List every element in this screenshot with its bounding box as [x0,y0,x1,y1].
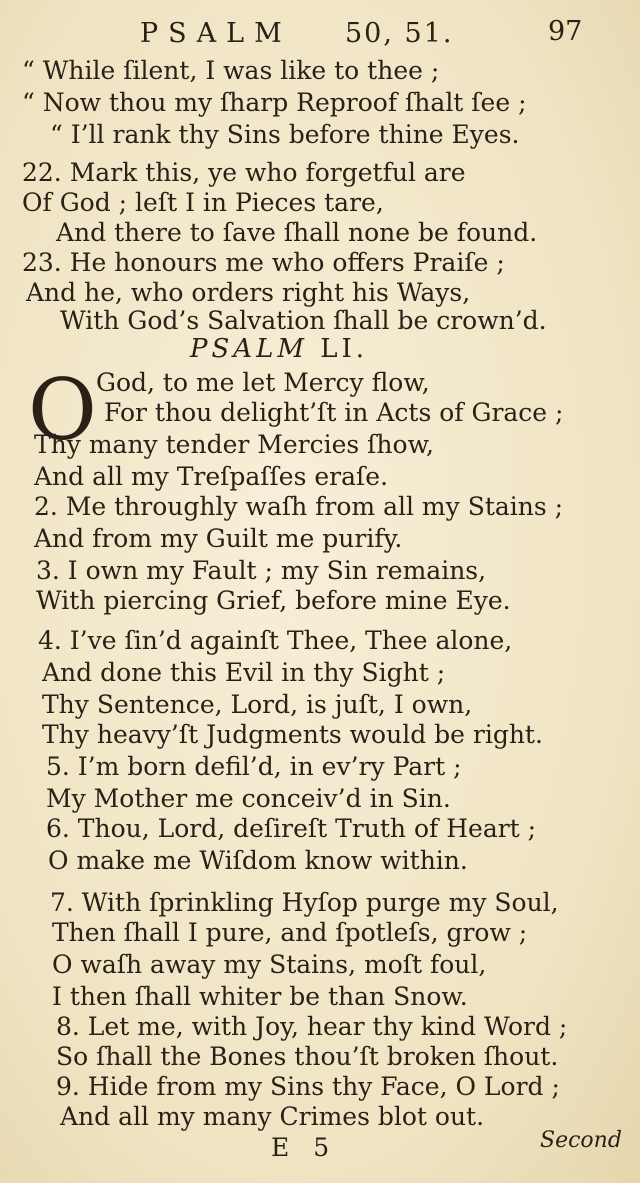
psalm51-line: For thou delight’ſt in Acts of Grace ; [104,398,564,427]
psalm51-line: 5. I’m born defil’d, in ev’ry Part ; [46,752,462,781]
drop-cap: O [28,361,97,459]
psalm51-line: 7. With ſprinkling Hyſop purge my Soul, [50,888,559,917]
psalm-heading [190,334,368,364]
page-number: 97 [548,16,583,47]
psalm51-line: 4. I’ve ſin’d againſt Thee, Thee alone, [38,626,513,655]
psalm51-line: God, to me let Mercy flow, [96,368,430,397]
psalm50-line: “ While ſilent, I was like to thee ; [22,56,440,85]
psalm51-line: 8. Let me, with Joy, hear thy kind Word ; [56,1012,568,1041]
psalm50-line: With God’s Salvation ſhall be crown’d. [60,306,547,335]
psalm51-line: So ſhall the Bones thou’ſt broken ſhout. [56,1042,559,1071]
psalm51-line: And all my many Crimes blot out. [60,1102,485,1131]
psalm50-line: “ I’ll rank thy Sins before thine Eyes. [50,120,520,149]
psalm51-line: My Mother me conceiv’d in Sin. [46,784,451,813]
running-head-numbers: 50, 51. [345,18,454,49]
psalm50-line: 22. Mark this, ye who forgetful are [22,158,466,187]
running-head-title: PSALM [140,18,292,49]
psalm51-line: And all my Treſpaſſes eraſe. [34,462,389,491]
psalm51-line: With piercing Grief, before mine Eye. [36,586,511,615]
psalm51-line: 3. I own my Fault ; my Sin remains, [36,556,487,585]
psalm-heading-number: LI. [320,334,369,364]
psalm51-line: 9. Hide from my Sins thy Face, O Lord ; [56,1072,560,1101]
psalm-heading-word: PSALM [190,334,308,364]
psalm51-line: Thy heavy’ſt Judgments would be right. [42,720,543,749]
psalm51-line: O waſh away my Stains, moſt foul, [52,950,487,979]
psalm50-line: And he, who orders right his Ways, [26,278,471,307]
psalm50-line: And there to ſave ſhall none be found. [56,218,538,247]
psalm51-line: Thy many tender Mercies ſhow, [34,430,434,459]
psalm51-line: I then ſhall whiter be than Snow. [52,982,468,1011]
psalm50-line: Of God ; leſt I in Pieces tare, [22,188,384,217]
signature-mark: E 5 [271,1133,338,1162]
catchword: Second [540,1128,622,1153]
psalm50-line: “ Now thou my ſharp Reproof ſhalt ſee ; [22,88,527,117]
psalm51-line: 6. Thou, Lord, deſireſt Truth of Heart ; [46,814,537,843]
psalm51-line: 2. Me throughly waſh from all my Stains ; [34,492,564,521]
psalm50-line: 23. He honours me who offers Praiſe ; [22,248,505,277]
psalm51-line: Thy Sentence, Lord, is juſt, I own, [42,690,473,719]
psalm51-line: And from my Guilt me purify. [34,524,403,553]
psalm51-line: O make me Wiſdom know within. [48,846,468,875]
psalm51-line: Then ſhall I pure, and ſpotleſs, grow ; [52,918,528,947]
psalm51-line: And done this Evil in thy Sight ; [42,658,446,687]
